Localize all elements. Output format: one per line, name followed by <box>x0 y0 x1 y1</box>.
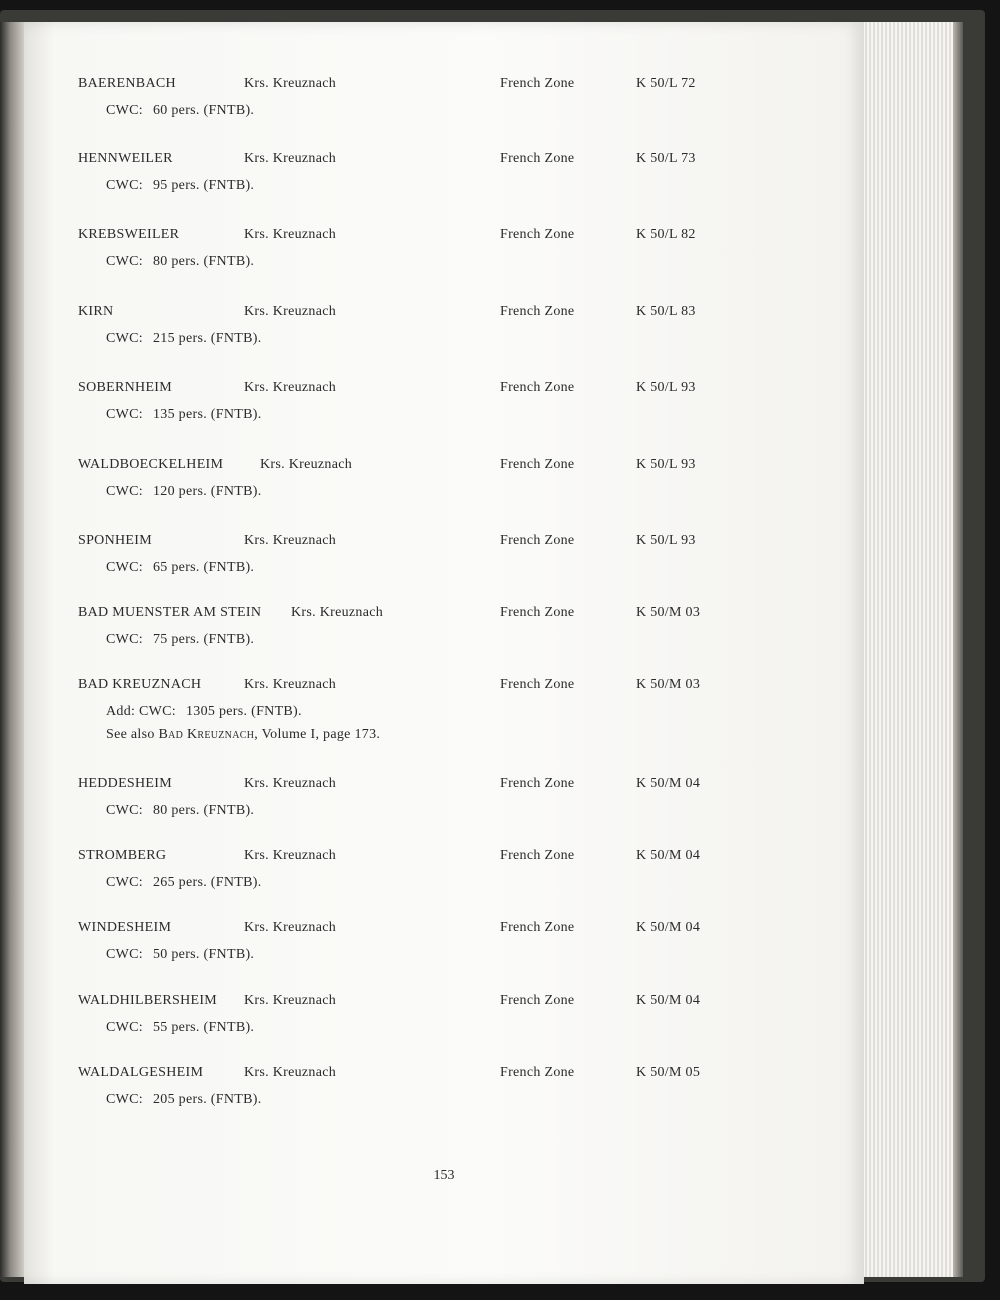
entry-hennweiler <box>24 151 864 194</box>
place-name: WINDESHEIM <box>78 920 172 935</box>
cwc-count: 215 pers. (FNTB). <box>152 331 262 346</box>
place-name: BAERENBACH <box>78 76 176 91</box>
entry-bad-muenster-am-stein <box>24 605 864 648</box>
cwc-count: 80 pers. (FNTB). <box>152 803 255 818</box>
map-reference: K 50/L 93 <box>636 457 696 472</box>
district: Krs. Kreuznach <box>244 304 337 319</box>
zone: French Zone <box>500 380 575 395</box>
cwc-label: Add: CWC: <box>106 704 176 719</box>
cwc-count: 95 pers. (FNTB). <box>152 178 255 193</box>
cwc-count: 135 pers. (FNTB). <box>152 407 262 422</box>
cwc-count: 80 pers. (FNTB). <box>152 254 255 269</box>
cwc-label: CWC: <box>106 1092 143 1107</box>
entry-bad-kreuznach <box>24 677 864 743</box>
page-stack-edges <box>858 22 957 1277</box>
zone: French Zone <box>500 151 575 166</box>
cwc-label: CWC: <box>106 560 143 575</box>
page-number: 153 <box>433 1168 455 1183</box>
zone: French Zone <box>500 776 575 791</box>
map-reference: K 50/M 05 <box>636 1065 701 1080</box>
district: Krs. Kreuznach <box>291 605 384 620</box>
cwc-label: CWC: <box>106 1020 143 1035</box>
entry-baerenbach <box>24 76 864 119</box>
district: Krs. Kreuznach <box>244 151 337 166</box>
cwc-label: CWC: <box>106 407 143 422</box>
entry-sponheim <box>24 533 864 576</box>
place-name: WALDBOECKELHEIM <box>78 457 224 472</box>
place-name: KIRN <box>78 304 114 319</box>
place-name: BAD MUENSTER AM STEIN <box>78 605 262 620</box>
zone: French Zone <box>500 457 575 472</box>
district: Krs. Kreuznach <box>244 920 337 935</box>
zone: French Zone <box>500 993 575 1008</box>
entry-krebsweiler <box>24 227 864 270</box>
cwc-label: CWC: <box>106 947 143 962</box>
cwc-label: CWC: <box>106 254 143 269</box>
district: Krs. Kreuznach <box>244 76 337 91</box>
zone: French Zone <box>500 920 575 935</box>
map-reference: K 50/L 93 <box>636 533 696 548</box>
zone: French Zone <box>500 533 575 548</box>
cwc-count: 205 pers. (FNTB). <box>152 1092 262 1107</box>
place-name: SPONHEIM <box>78 533 152 548</box>
place-name: WALDHILBERSHEIM <box>78 993 218 1008</box>
cwc-label: CWC: <box>106 484 143 499</box>
district: Krs. Kreuznach <box>244 677 337 692</box>
map-reference: K 50/M 04 <box>636 920 701 935</box>
district: Krs. Kreuznach <box>260 457 353 472</box>
map-reference: K 50/L 73 <box>636 151 696 166</box>
map-reference: K 50/M 03 <box>636 605 701 620</box>
entry-kirn <box>24 304 864 347</box>
district: Krs. Kreuznach <box>244 993 337 1008</box>
place-name: BAD KREUZNACH <box>78 677 202 692</box>
map-reference: K 50/M 04 <box>636 848 701 863</box>
map-reference: K 50/M 03 <box>636 677 701 692</box>
entry-waldboeckelheim <box>24 457 864 500</box>
zone: French Zone <box>500 304 575 319</box>
cwc-count: 75 pers. (FNTB). <box>152 632 255 647</box>
cwc-count: 265 pers. (FNTB). <box>152 875 262 890</box>
zone: French Zone <box>500 848 575 863</box>
zone: French Zone <box>500 76 575 91</box>
zone: French Zone <box>500 605 575 620</box>
cwc-label: CWC: <box>106 178 143 193</box>
map-reference: K 50/M 04 <box>636 776 701 791</box>
zone: French Zone <box>500 227 575 242</box>
cwc-label: CWC: <box>106 632 143 647</box>
place-name: HENNWEILER <box>78 151 173 166</box>
entry-windesheim <box>24 920 864 963</box>
cwc-count: 55 pers. (FNTB). <box>152 1020 255 1035</box>
cwc-label: CWC: <box>106 875 143 890</box>
entry-waldhilbersheim <box>24 993 864 1036</box>
entry-waldalgesheim <box>24 1065 864 1108</box>
district: Krs. Kreuznach <box>244 848 337 863</box>
map-reference: K 50/L 82 <box>636 227 696 242</box>
district: Krs. Kreuznach <box>244 533 337 548</box>
place-name: HEDDESHEIM <box>78 776 172 791</box>
district: Krs. Kreuznach <box>244 776 337 791</box>
cwc-count: 60 pers. (FNTB). <box>152 103 255 118</box>
map-reference: K 50/L 72 <box>636 76 696 91</box>
place-name: SOBERNHEIM <box>78 380 173 395</box>
district: Krs. Kreuznach <box>244 380 337 395</box>
zone: French Zone <box>500 677 575 692</box>
entry-stromberg <box>24 848 864 891</box>
entry-sobernheim <box>24 380 864 423</box>
entry-heddesheim <box>24 776 864 819</box>
cwc-label: CWC: <box>106 331 143 346</box>
zone: French Zone <box>500 1065 575 1080</box>
cwc-label: CWC: <box>106 103 143 118</box>
district: Krs. Kreuznach <box>244 1065 337 1080</box>
place-name: STROMBERG <box>78 848 167 863</box>
place-name: WALDALGESHEIM <box>78 1065 204 1080</box>
district: Krs. Kreuznach <box>244 227 337 242</box>
place-name: KREBSWEILER <box>78 227 180 242</box>
map-reference: K 50/M 04 <box>636 993 701 1008</box>
see-also-suffix: , Volume I, page 173. <box>254 727 381 742</box>
cwc-count: 120 pers. (FNTB). <box>152 484 262 499</box>
book-page <box>24 22 864 1284</box>
see-also-place: Bad Kreuznach <box>158 727 255 742</box>
see-also-note <box>106 727 864 743</box>
cwc-count: 1305 pers. (FNTB). <box>185 704 302 719</box>
map-reference: K 50/L 93 <box>636 380 696 395</box>
cwc-count: 65 pers. (FNTB). <box>152 560 255 575</box>
map-reference: K 50/L 83 <box>636 304 696 319</box>
see-also-prefix: See also <box>106 727 155 742</box>
cwc-count: 50 pers. (FNTB). <box>152 947 255 962</box>
cwc-label: CWC: <box>106 803 143 818</box>
left-page-edge <box>0 22 26 1277</box>
